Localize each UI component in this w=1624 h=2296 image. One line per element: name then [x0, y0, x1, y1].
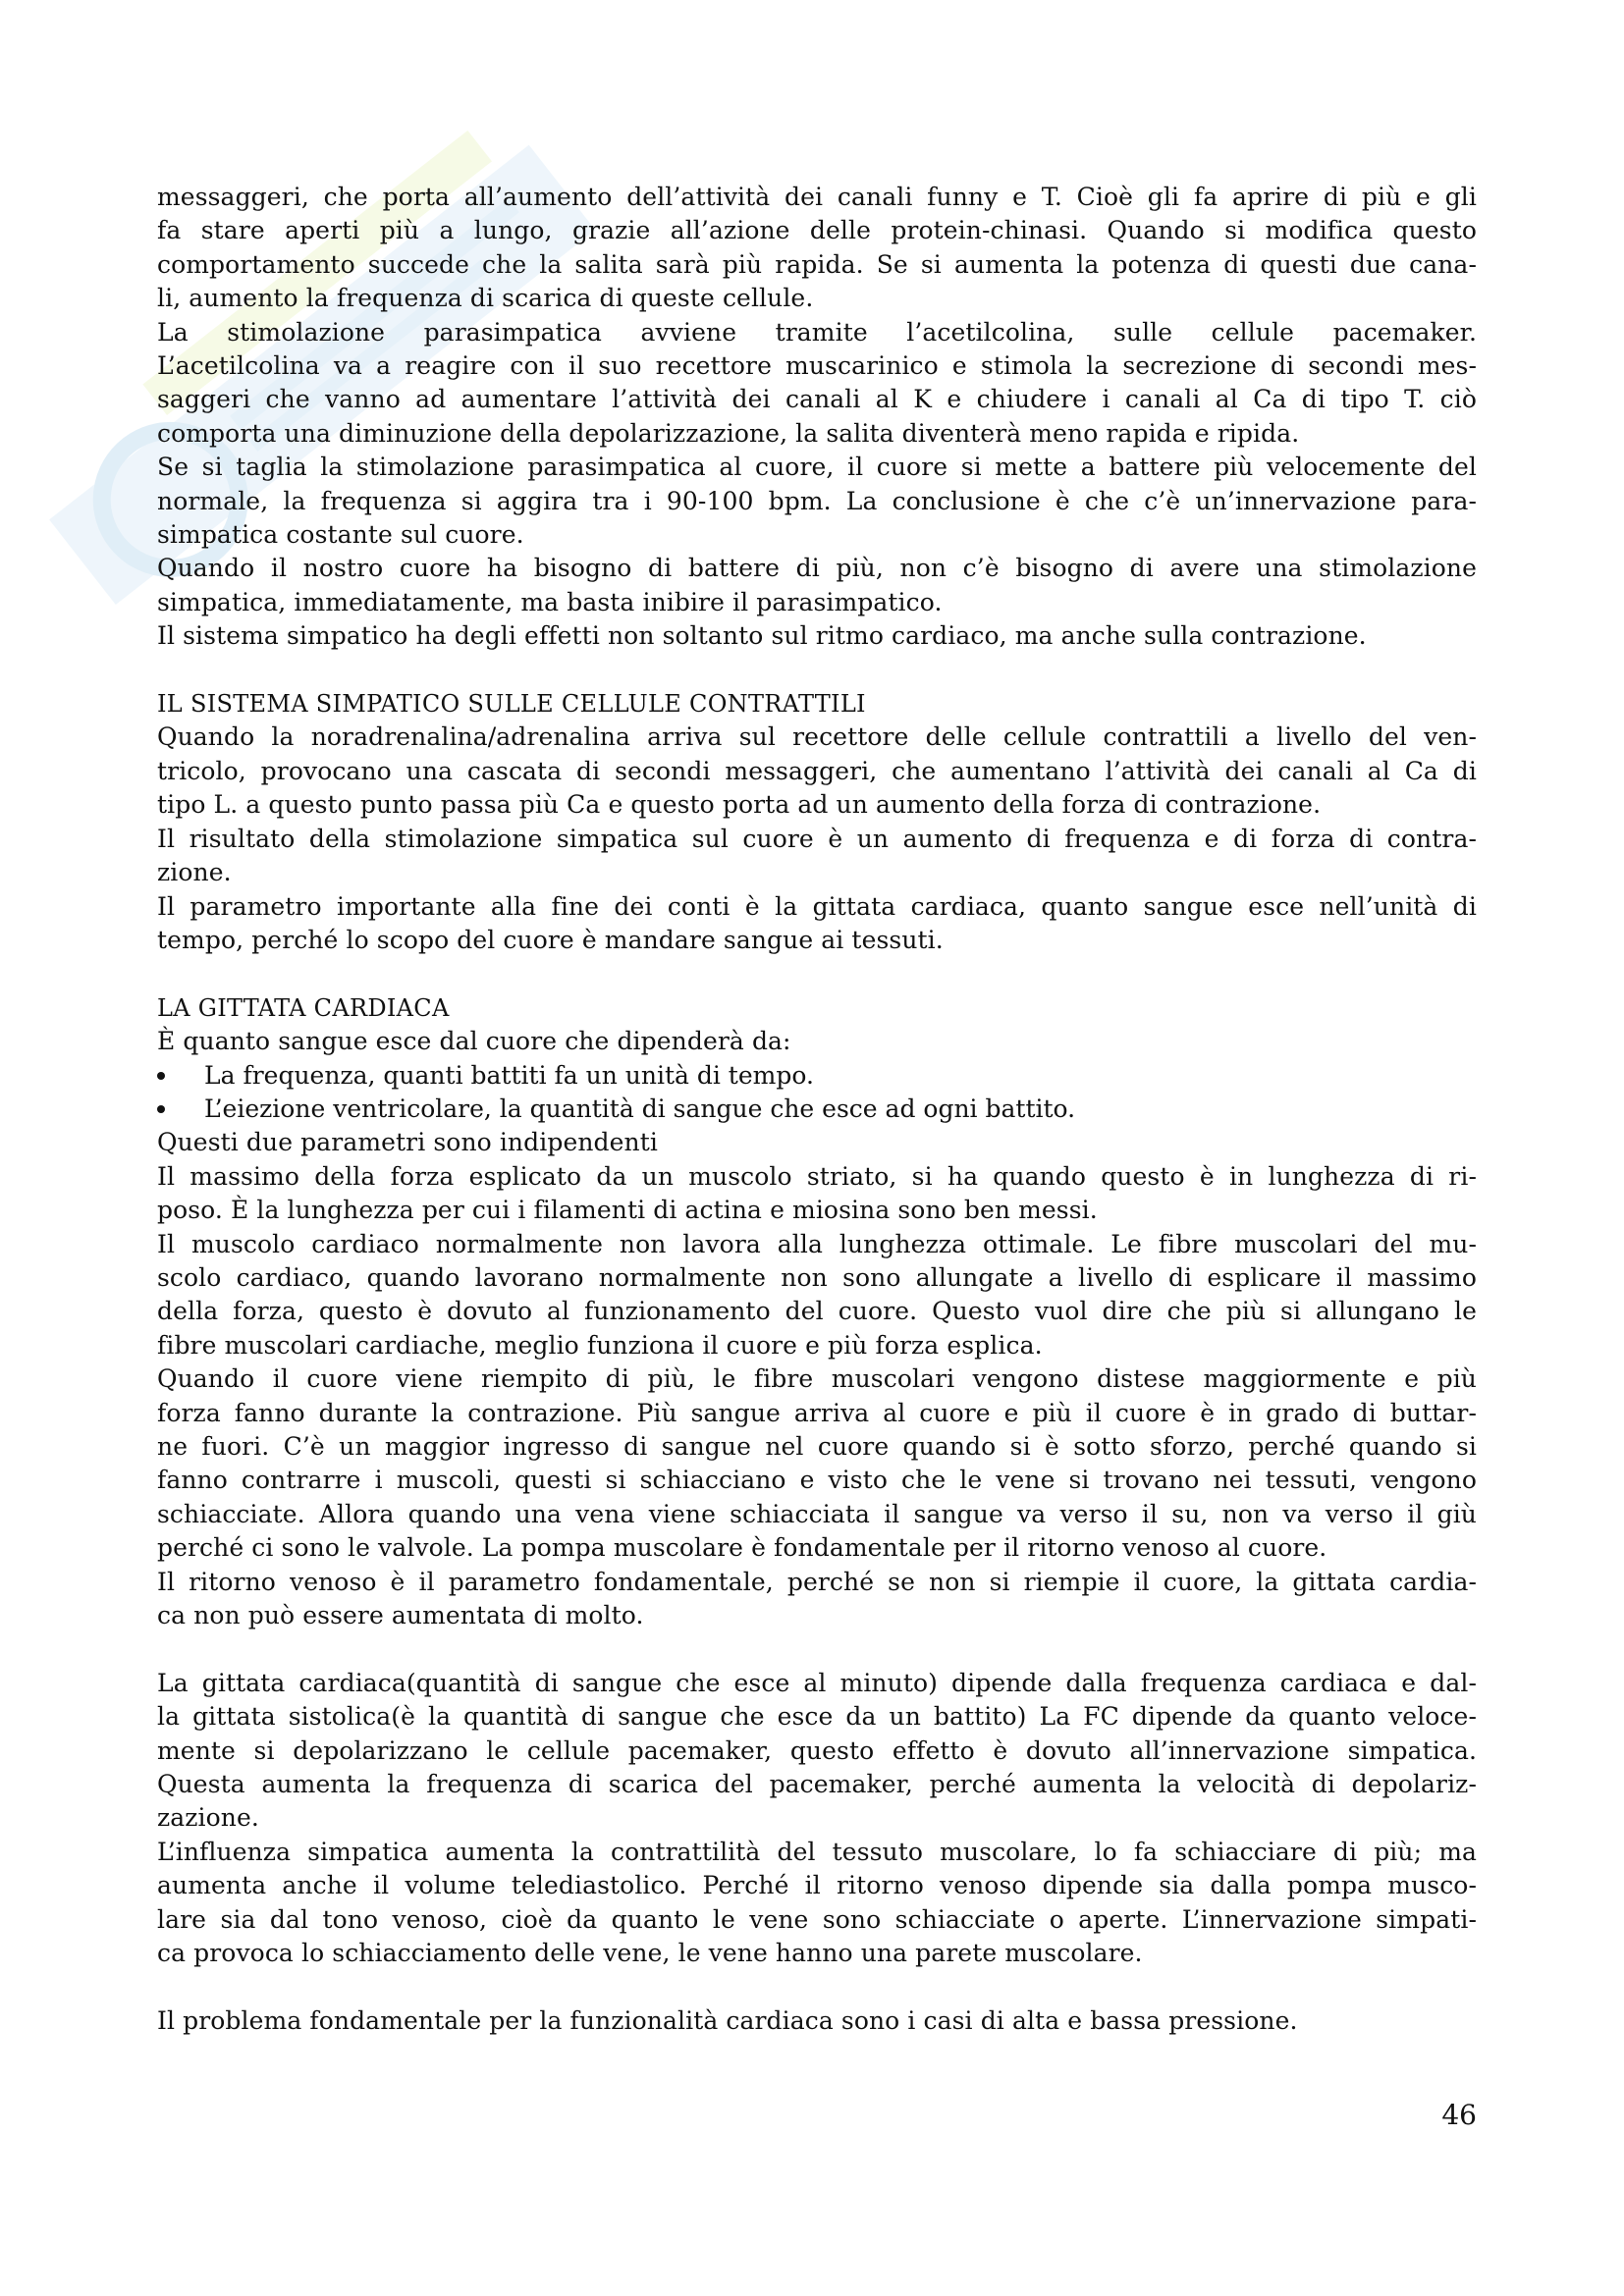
paragraph-line: aumenta anche il volume telediastolico. Perché il ritorno venoso dipende sia dalla pompa musco-: [157, 1871, 1477, 1900]
paragraph-line: saggeri che vanno ad aumentare l’attività dei canali al K e chiudere i canali al Ca di tipo T. ciò: [157, 385, 1477, 414]
paragraph-line: ca non può essere aumentata di molto.: [157, 1601, 644, 1630]
bullet-icon: [157, 1105, 165, 1113]
paragraph-line: Se si taglia la stimolazione parasimpatica al cuore, il cuore si mette a battere più velocemente del: [157, 453, 1477, 482]
paragraph-line: forza fanno durante la contrazione. Più sangue arriva al cuore e più il cuore è in grado di buttar-: [157, 1398, 1477, 1427]
paragraph-line: fanno contrarre i muscoli, questi si schiacciano e visto che le vene si trovano nei tessuti, vengono: [157, 1466, 1477, 1495]
section-output-factors: [157, 1667, 1477, 1971]
section-intro: [157, 181, 1477, 654]
paragraph-line: tricolo, provocano una cascata di secondi messaggeri, che aumentano l’attività dei canali al Ca di: [157, 756, 1477, 785]
paragraph-line: della forza, questo è dovuto al funzionamento del cuore. Questo vuol dire che più si allungano le: [157, 1297, 1477, 1326]
paragraph-line: comporta una diminuzione della depolarizzazione, la salita diventerà meno rapida e ripida.: [157, 418, 1300, 448]
paragraph-line: ne fuori. C’è un maggior ingresso di sangue nel cuore quando si è sotto sforzo, perché quando si: [157, 1432, 1477, 1461]
bullet-list: [157, 1059, 1477, 1127]
paragraph-line: schiacciate. Allora quando una vena viene schiacciata il sangue va verso il su, non va verso il giù: [157, 1499, 1477, 1528]
paragraph-line: Il problema fondamentale per la funzionalità cardiaca sono i casi di alta e bassa pressione.: [157, 2005, 1298, 2035]
paragraph-line: simpatica costante sul cuore.: [157, 520, 524, 550]
bullet-item: La frequenza, quanti battiti fa un unità di tempo.: [157, 1059, 1477, 1093]
paragraph-line: Quando il nostro cuore ha bisogno di battere di più, non c’è bisogno di avere una stimolazione: [157, 554, 1477, 583]
paragraph-line: Il risultato della stimolazione simpatica sul cuore è un aumento di frequenza e di forza di contra-: [157, 824, 1477, 853]
paragraph-line: fibre muscolari cardiache, meglio funziona il cuore e più forza esplica.: [157, 1330, 1043, 1360]
bullet-icon: [157, 1072, 165, 1080]
paragraph-line: zazione.: [157, 1803, 259, 1833]
bullet-item: L’eiezione ventricolare, la quantità di sangue che esce ad ogni battito.: [157, 1093, 1477, 1126]
paragraph-line: Questa aumenta la frequenza di scarica del pacemaker, perché aumenta la velocità di depolariz-: [157, 1770, 1477, 1799]
paragraph-line: mente si depolarizzano le cellule pacemaker, questo effetto è dovuto all’innervazione simpatica.: [157, 1735, 1477, 1765]
paragraph-line: La stimolazione parasimpatica avviene tramite l’acetilcolina, sulle cellule pacemaker.: [157, 317, 1477, 347]
paragraph-line: comportamento succede che la salita sarà più rapida. Se si aumenta la potenza di questi due cana-: [157, 249, 1477, 279]
paragraph-line: Il ritorno venoso è il parametro fondamentale, perché se non si riempie il cuore, la gittata cardia-: [157, 1567, 1477, 1596]
paragraph-line: È quanto sangue esce dal cuore che dipenderà da:: [157, 1027, 791, 1056]
paragraph-line: Il muscolo cardiaco normalmente non lavora alla lunghezza ottimale. Le fibre muscolari del mu-: [157, 1229, 1477, 1258]
document-body: [157, 181, 1477, 2038]
paragraph-line: Il parametro importante alla fine dei conti è la gittata cardiaca, quanto sangue esce nell’unità di: [157, 891, 1477, 921]
paragraph-line: la gittata sistolica(è la quantità di sangue che esce da un battito) La FC dipende da quanto veloce-: [157, 1702, 1477, 1732]
paragraph-line: L’influenza simpatica aumenta la contrattilità del tessuto muscolare, lo fa schiacciare di più; ma: [157, 1837, 1477, 1866]
paragraph-line: messaggeri, che porta all’aumento dell’attività dei canali funny e T. Cioè gli fa aprire di più e gli: [157, 183, 1477, 211]
section-heading: LA GITTATA CARDIACA: [157, 993, 450, 1022]
paragraph-line: La gittata cardiaca(quantità di sangue che esce al minuto) dipende dalla frequenza cardiaca e dal-: [157, 1668, 1477, 1697]
paragraph-line: L’acetilcolina va a reagire con il suo recettore muscarinico e stimola la secrezione di secondi mes-: [157, 351, 1477, 381]
paragraph-line: Quando la noradrenalina/adrenalina arriva sul recettore delle cellule contrattili a livello del ven-: [157, 722, 1477, 752]
paragraph-line: fa stare aperti più a lungo, grazie all’azione delle protein-chinasi. Quando si modifica questo: [157, 216, 1477, 245]
paragraph-line: Il massimo della forza esplicato da un muscolo striato, si ha quando questo è in lunghezza di ri-: [157, 1161, 1477, 1191]
paragraph-line: Quando il cuore viene riempito di più, le fibre muscolari vengono distese maggiormente e più: [157, 1364, 1477, 1394]
paragraph-line: simpatica, immediatamente, ma basta inibire il parasimpatico.: [157, 587, 943, 616]
paragraph-line: Il sistema simpatico ha degli effetti non soltanto sul ritmo cardiaco, ma anche sulla contrazione.: [157, 621, 1367, 651]
paragraph-line: perché ci sono le valvole. La pompa muscolare è fondamentale per il ritorno venoso al cuore.: [157, 1533, 1327, 1563]
paragraph-line: ca provoca lo schiacciamento delle vene, le vene hanno una parete muscolare.: [157, 1939, 1143, 1968]
paragraph-line: zione.: [157, 858, 232, 887]
paragraph-line: Questi due parametri sono indipendenti: [157, 1128, 658, 1157]
section-closing: [157, 2004, 1477, 2038]
paragraph-line: scolo cardiaco, quando lavorano normalmente non sono allungate a livello di esplicare il massimo: [157, 1262, 1477, 1292]
paragraph-line: lare sia dal tono venoso, cioè da quanto le vene sono schiacciate o aperte. L’innervazione simpati-: [157, 1904, 1477, 1934]
section-heading: IL SISTEMA SIMPATICO SULLE CELLULE CONTRATTILI: [157, 690, 866, 719]
paragraph-line: normale, la frequenza si aggira tra i 90-100 bpm. La conclusione è che c’è un’innervazione para-: [157, 486, 1477, 515]
paragraph-line: tipo L. a questo punto passa più Ca e questo porta ad un aumento della forza di contrazione.: [157, 790, 1322, 820]
paragraph-line: tempo, perché lo scopo del cuore è mandare sangue ai tessuti.: [157, 925, 944, 954]
section-cardiac-output: [157, 991, 1477, 1633]
page-number: 46: [1441, 2099, 1477, 2131]
section-sympathetic-contractile: [157, 687, 1477, 957]
paragraph-line: poso. È la lunghezza per cui i filamenti di actina e miosina sono ben messi.: [157, 1196, 1098, 1225]
paragraph-line: li, aumento la frequenza di scarica di queste cellule.: [157, 284, 814, 313]
